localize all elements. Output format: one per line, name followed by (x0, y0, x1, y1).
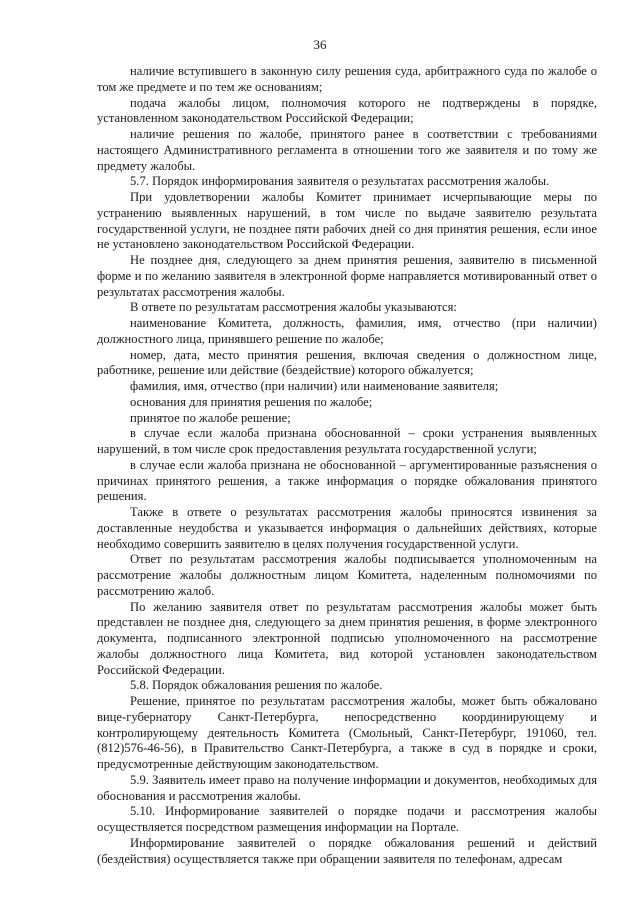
page-number: 36 (313, 37, 327, 52)
list-item: в случае если жалоба признана обоснованной – сроки устранения выявленных нарушений, в том числе срок предоставления результата государственной услуги; (97, 426, 597, 456)
list-item: фамилия, имя, отчество (при наличии) или наименование заявителя; (130, 379, 499, 393)
list-item: наименование Комитета, должность, фамилия, имя, отчество (при наличии) должностного лица, принявшего решение по жалобе; (97, 316, 597, 346)
paragraph: Ответ по результатам рассмотрения жалобы подписывается уполномоченным на рассмотрение жалобы должностным лицом Комитета, наделенным полномочиями по рассмотрению жалоб. (97, 552, 597, 598)
list-item: принятое по жалобе решение; (130, 410, 291, 425)
paragraph: наличие вступившего в законную силу решения суда, арбитражного суда по жалобе о том же предмете и по тем же основаниям; (97, 64, 597, 94)
paragraph: Информирование заявителей о порядке обжалования решений и действий (бездействия) осуществляется также при обращении заявителя по телефонам, адресам (97, 835, 597, 866)
paragraph: По желанию заявителя ответ по результатам рассмотрения жалобы может быть представлен не позднее дня, следующего за днем принятия решения, в форме электронного документа, подписанного электронной подписью уполномоченного на рассмотрение жалобы должностного лица Комитета, вид которой установлен законодательством Российской Федерации. (97, 599, 597, 677)
paragraph: 5.9. Заявитель имеет право на получение информации и документов, необходимых для обоснования и рассмотрения жалобы. (97, 772, 597, 803)
paragraph: Не позднее дня, следующего за днем принятия решения, заявителю в письменной форме и по желанию заявителя в электронной форме направляется мотивированный ответ о результатах рассмотрения жалобы. (97, 253, 597, 299)
paragraph: В ответе по результатам рассмотрения жалобы указываются: (130, 300, 457, 315)
list-item: номер, дата, место принятия решения, включая сведения о должностном лице, работнике, решение или действие (бездействие) которого обжалуется; (97, 347, 597, 378)
paragraph: подача жалобы лицом, полномочия которого не подтверждены в порядке, установленном законодательством Российской Федерации; (97, 95, 597, 126)
section-heading: 5.8. Порядок обжалования решения по жалобе. (130, 678, 383, 693)
list-item: основания для принятия решения по жалобе; (130, 394, 373, 409)
list-item: в случае если жалоба признана не обоснованной – аргументированные разъяснения о причинах принятого решения, а также информация о порядке обжалования принятого решения. (97, 457, 597, 504)
paragraph: Также в ответе о результатах рассмотрения жалобы приносятся извинения за доставленные неудобства и указывается информация о дальнейших действиях, которые необходимо совершить заявителю в целях получения государственной услуги. (97, 505, 597, 551)
paragraph: 5.10. Информирование заявителей о порядке подачи и рассмотрения жалобы осуществляется посредством размещения информации на Портале. (97, 804, 597, 834)
paragraph: При удовлетворении жалобы Комитет принимает исчерпывающие меры по устранению выявленных нарушений, в том числе по выдаче заявителю результата государственной услуги, не позднее пяти рабочих дней со дня принятия решения, если иное не установлено законодательством Российской Федерации. (97, 190, 597, 252)
paragraph: Решение, принятое по результатам рассмотрения жалобы, может быть обжаловано вице-губернатору Санкт-Петербурга, непосредственно координирующему и контролирующему деятельность Комитета (Смольный, Санкт-Петербург, 191060, тел. (812)576-46-56), в Правительство Санкт-Петербурга, а также в суд в порядке и сроки, предусмотренные действующим законодательством. (97, 694, 597, 771)
section-heading: 5.7. Порядок информирования заявителя о результатах рассмотрения жалобы. (130, 174, 550, 189)
paragraph: наличие решения по жалобе, принятого ранее в соответствии с требованиями настоящего Административного регламента в отношении того же заявителя и по тому же предмету жалобы. (97, 127, 597, 173)
document-body (97, 64, 597, 867)
